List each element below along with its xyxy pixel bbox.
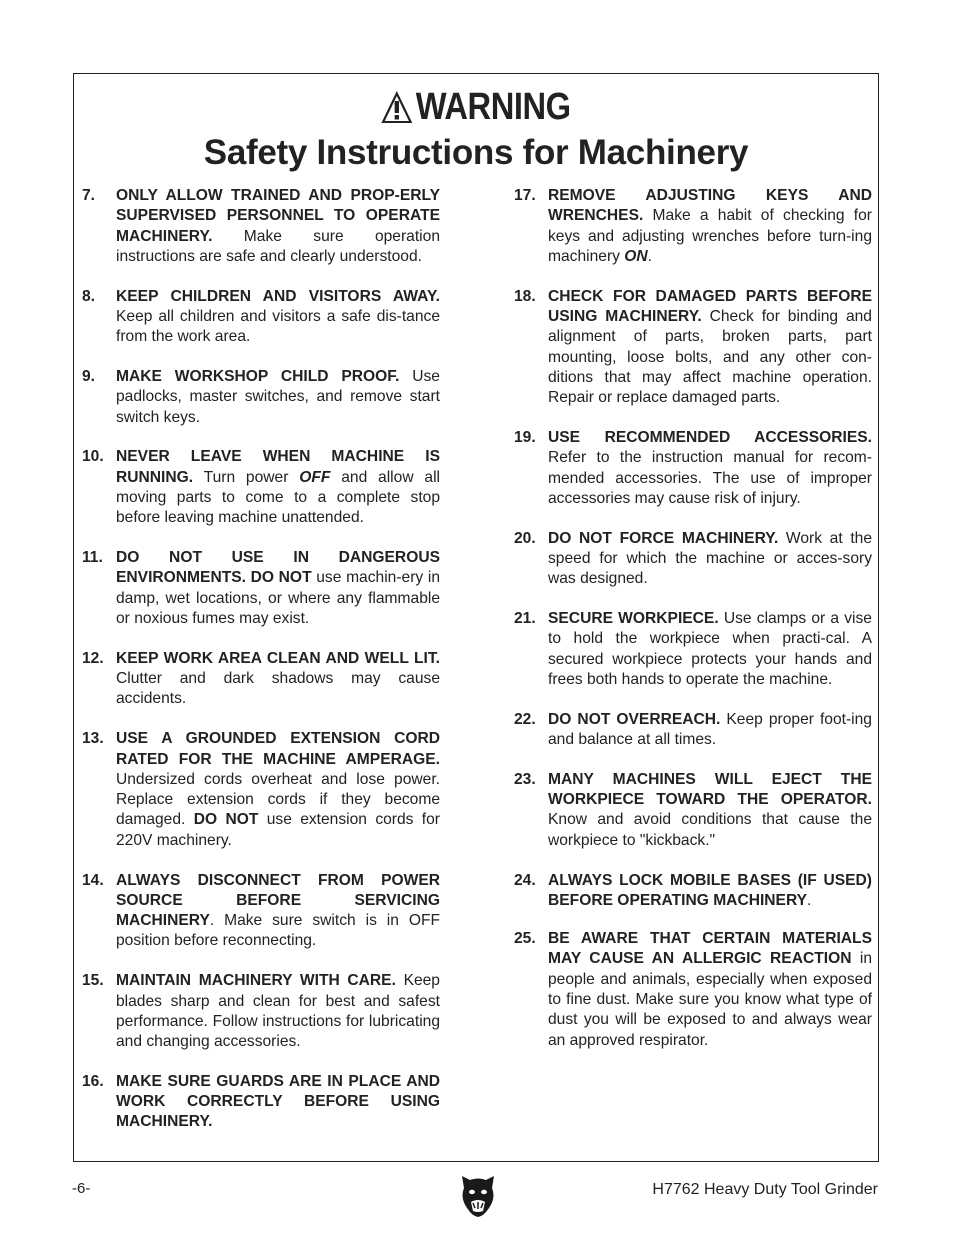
- warning-word: WARNING: [416, 86, 572, 128]
- item-emphasis: NEVER LEAVE WHEN MACHINE IS RUNNING.: [116, 448, 440, 486]
- item-text: [116, 548, 440, 629]
- item-number: 15.: [82, 972, 104, 990]
- item-description: and allow all moving parts to come to a complete stop before leaving machine unattended.: [116, 468, 440, 527]
- item-text: [548, 428, 872, 509]
- page-number: -6-: [72, 1180, 91, 1197]
- item-text: [548, 609, 872, 690]
- item-description: use extension cords for 220V machinery.: [116, 811, 440, 849]
- item-description: Refer to the instruction manual for recom-mended accessories. The use of improper accessories may cause risk of injury.: [548, 449, 872, 507]
- safety-item: [82, 367, 440, 428]
- item-emphasis: DO NOT OVERREACH.: [548, 710, 721, 728]
- item-number: 7.: [82, 187, 96, 204]
- safety-item: [514, 710, 872, 751]
- safety-item: [82, 186, 440, 267]
- safety-item: [514, 529, 872, 590]
- right-column: [514, 186, 872, 1051]
- item-description: Clutter and dark shadows may cause accidents.: [116, 670, 440, 708]
- item-number: 12.: [82, 649, 104, 667]
- item-emphasis: KEEP WORK AREA CLEAN AND WELL LIT.: [116, 649, 440, 667]
- left-column: [82, 186, 440, 1133]
- item-emphasis: OFF: [299, 468, 331, 486]
- item-emphasis: MANY MACHINES WILL EJECT THE WORKPIECE TOWARD THE OPERATOR.: [548, 770, 872, 809]
- item-text: [116, 649, 440, 710]
- item-number: 18.: [514, 287, 536, 305]
- item-description: .: [807, 891, 812, 909]
- bear-head-icon: [458, 1172, 498, 1218]
- warning-header: [74, 88, 878, 128]
- safety-item: [82, 447, 440, 528]
- item-text: [548, 871, 872, 912]
- item-text: [116, 871, 440, 952]
- item-emphasis: KEEP CHILDREN AND VISITORS AWAY.: [116, 287, 440, 305]
- item-description: Undersized cords overheat and lose power. Replace extension cords if they become damaged.: [116, 770, 440, 829]
- item-number: 25.: [514, 930, 536, 948]
- safety-item: [82, 548, 440, 629]
- item-emphasis: MAKE SURE GUARDS ARE IN PLACE AND WORK CORRECTLY BEFORE USING MACHINERY.: [116, 1072, 440, 1131]
- item-emphasis: REMOVE ADJUSTING KEYS AND WRENCHES.: [548, 187, 872, 225]
- item-text: [116, 186, 440, 267]
- item-text: [548, 186, 872, 267]
- safety-item: [82, 649, 440, 710]
- item-description: Make sure operation instructions are safe and clearly understood.: [116, 227, 440, 265]
- safety-item: [514, 428, 872, 509]
- item-emphasis: ALWAYS LOCK MOBILE BASES (IF USED) BEFORE OPERATING MACHINERY: [548, 871, 872, 909]
- safety-item: [514, 609, 872, 690]
- item-text: [548, 710, 872, 751]
- item-description: Turn power: [193, 468, 300, 486]
- item-emphasis: USE A GROUNDED EXTENSION CORD RATED FOR THE MACHINE AMPERAGE.: [116, 730, 440, 768]
- item-number: 11.: [82, 549, 103, 567]
- item-description: in people and animals, especially when exposed to fine dust. Make sure you know what type of dust you will be exposed to and always wear an approved respirator.: [548, 950, 872, 1049]
- safety-item: [514, 871, 872, 912]
- item-emphasis: CHECK FOR DAMAGED PARTS BEFORE USING MACHINERY.: [548, 287, 872, 325]
- item-text: [116, 729, 440, 851]
- item-description: . Make sure switch is in OFF position before reconnecting.: [116, 912, 440, 950]
- item-text: [116, 447, 440, 528]
- safety-item: [82, 287, 440, 348]
- item-number: 20.: [514, 529, 536, 547]
- item-description: Use padlocks, master switches, and remove start switch keys.: [116, 368, 440, 426]
- item-emphasis: DO NOT FORCE MACHINERY.: [548, 529, 779, 547]
- safety-item: [514, 770, 872, 851]
- item-number: 19.: [514, 428, 536, 446]
- safety-item: [514, 287, 872, 409]
- item-emphasis: MAKE WORKSHOP CHILD PROOF.: [116, 368, 400, 386]
- safety-item: [514, 929, 872, 1051]
- item-emphasis: USE RECOMMENDED ACCESSORIES.: [548, 428, 872, 446]
- item-number: 9.: [82, 368, 96, 386]
- item-emphasis: ALWAYS DISCONNECT FROM POWER SOURCE BEFORE SERVICING MACHINERY: [116, 871, 440, 930]
- item-number: 21.: [514, 610, 536, 628]
- item-number: 22.: [514, 710, 536, 728]
- item-description: Keep all children and visitors a safe dis-tance from the work area.: [116, 307, 440, 346]
- item-text: [116, 367, 440, 428]
- item-emphasis: ONLY ALLOW TRAINED AND PROP-ERLY SUPERVISED PERSONNEL TO OPERATE MACHINERY.: [116, 187, 440, 245]
- document-title: H7762 Heavy Duty Tool Grinder: [652, 1181, 878, 1198]
- safety-item: [82, 1072, 440, 1133]
- item-text: [548, 287, 872, 409]
- item-text: [116, 971, 440, 1052]
- item-description: Work at the speed for which the machine or acces-sory was designed.: [548, 529, 872, 588]
- safety-item: [82, 871, 440, 952]
- page-title: Safety Instructions for Machinery: [203, 133, 749, 172]
- warning-label: [381, 88, 571, 126]
- item-number: 10.: [82, 448, 104, 466]
- item-description: Make a habit of checking for keys and adjusting wrenches before turn-ing machinery: [548, 207, 872, 265]
- item-emphasis: DO NOT: [193, 811, 259, 829]
- item-number: 8.: [82, 287, 96, 305]
- safety-item: [514, 186, 872, 267]
- item-emphasis: DO NOT USE IN DANGEROUS ENVIRONMENTS. DO NOT: [116, 549, 440, 587]
- item-description: Keep proper foot-ing and balance at all times.: [548, 710, 872, 749]
- item-emphasis: BE AWARE THAT CERTAIN MATERIALS MAY CAUSE AN ALLERGIC REACTION: [548, 930, 872, 968]
- safety-item: [82, 729, 440, 851]
- item-text: [548, 770, 872, 851]
- item-number: 24.: [514, 871, 536, 889]
- item-description: .: [647, 247, 652, 265]
- item-text: [116, 287, 440, 348]
- item-text: [548, 529, 872, 590]
- item-description: use machin-ery in damp, wet locations, or where any flammable or noxious fumes may exist.: [116, 569, 440, 628]
- item-description: Check for binding and alignment of parts, broken parts, part mounting, loose bolts, and any other con-ditions that may affect machine operation. Repair or replace damaged parts.: [548, 307, 872, 407]
- item-number: 16.: [82, 1072, 104, 1090]
- item-emphasis: ON: [624, 247, 648, 265]
- item-description: Know and avoid conditions that cause the workpiece to "kickback.": [548, 811, 872, 849]
- item-number: 23.: [514, 770, 536, 788]
- safety-item: [82, 971, 440, 1052]
- item-description: Keep blades sharp and clean for best and safest performance. Follow instructions for lubricating and changing accessories.: [116, 972, 440, 1051]
- item-number: 17.: [514, 187, 536, 204]
- item-number: 13.: [82, 730, 104, 748]
- item-emphasis: SECURE WORKPIECE.: [548, 610, 719, 628]
- warning-box: [73, 73, 879, 1162]
- warning-triangle-icon: [381, 90, 414, 124]
- item-emphasis: MAINTAIN MACHINERY WITH CARE.: [116, 972, 396, 990]
- item-number: 14.: [82, 871, 104, 889]
- item-text: [548, 929, 872, 1051]
- item-text: [116, 1072, 440, 1133]
- item-description: Use clamps or a vise to hold the workpiece when practi-cal. A secured workpiece protects your hands and frees both hands to operate the machine.: [548, 610, 872, 688]
